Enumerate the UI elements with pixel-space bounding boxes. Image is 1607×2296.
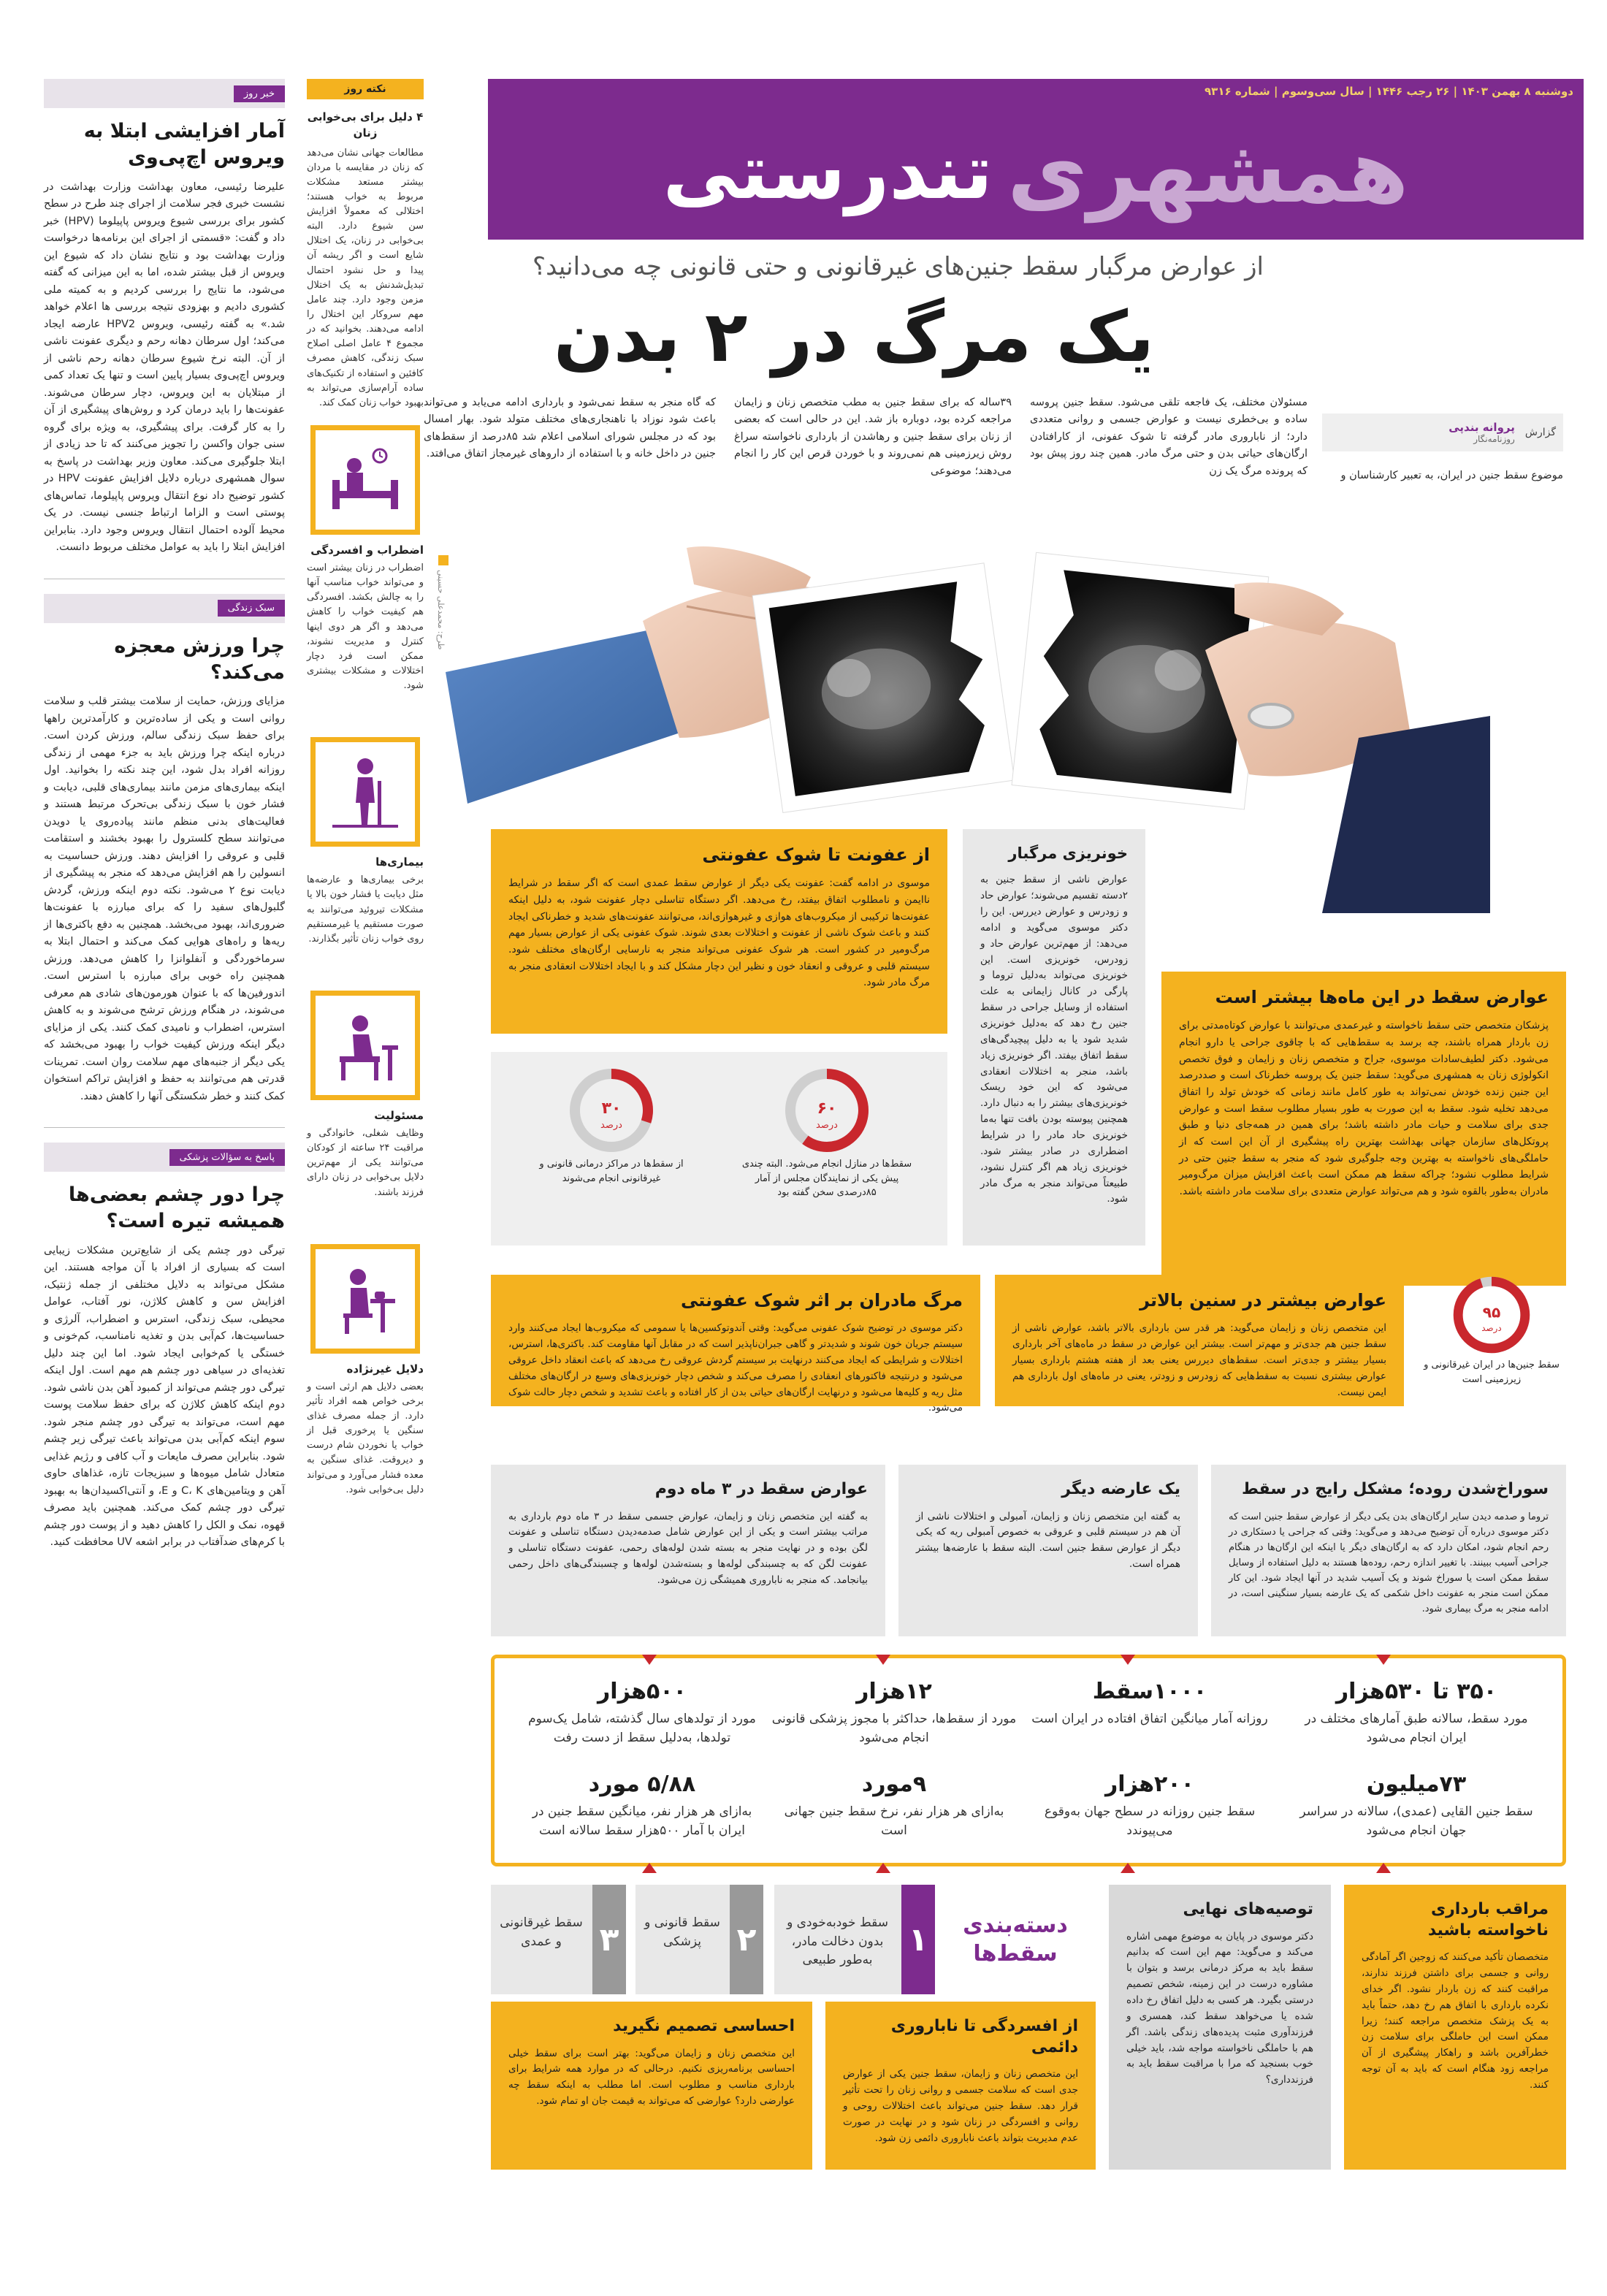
- category-number: ۲: [730, 1885, 763, 1994]
- box-depression: [825, 2002, 1096, 2170]
- box-text: دکتر موسوی در توضیح شوک عفونی می‌گوید: وقتی آندوتوکسین‌ها یا سمومی که میکروب‌ها ایجاد می‌کنند وارد سیستم جریان خون شوند و شدیدتر و گاهی جبران‌ناپذیر است که در مقابل آنها مقاومت کند. باکتری‌ها، استرس، اختلالات و شرایطی که ایجاد می‌کنند درنهایت بر سیستم گردش عروقی رخ می‌دهد که باعث انعقاد داخل عروقی می‌شود و درنتیجه فاکتورهای انعقادی را مصرف می‌کند و شخص دچار خونریزی‌های وسیع در ارگان‌های مختلف مثل ریه و کلیه‌ها می‌شود و درنهایت ارگان‌های حیاتی بدن از کار افتاده و باعث تشدید و شخص دچار حالت شوک می‌شود.: [508, 1322, 963, 1414]
- pie-95: [1417, 1275, 1566, 1406]
- headline-kicker: از عوارض مرگبار سقط جنین‌های غیرقانونی و حتی قانونی چه می‌دانید؟: [533, 252, 1264, 281]
- categories-title: دسته‌بندی سقط‌ها: [963, 1912, 1068, 1967]
- pie-60: [736, 1067, 918, 1200]
- qa-tag-row: [44, 1143, 285, 1172]
- pie-caption: سقط جنین‌ها در ایران غیرقانونی و زیرزمینی است: [1424, 1359, 1560, 1385]
- box-text: موسوی در ادامه گفت: عفونت یکی دیگر از عوارض سقط عمدی است که اگر سقط در شرایط ناایمن و نامطلوب اتفاق بیفتد، رخ می‌دهد. اگر دستگاه تناسلی دچار عفونت شود، به دلیل اینکه عفونت‌ها ترکیبی از میکروب‌های هوازی و غیرهوازی‌اند، می‌توانند عفونت‌های شدید و خطرناکی ایجاد کنند و باعث شوک ناشی از عفونت و اختلالات بعدی شوند. شوک عفونی یکی از عوارض بسیار مهم مرگ‌ومیر در کشور است. هر شوک عفونی می‌تواند منجر به نارسایی ارگان‌های مختلف شود. سیستم قلبی و عروقی و انعقاد خون و نظیر این دچار مشکل کند و با ایجاد اختلالات انعقادی منجر به مرگ مادر شود.: [508, 877, 930, 989]
- page-title: یک مرگ در ۲ بدن: [553, 296, 1154, 378]
- news-body: علیرضا رئیسی، معاون بهداشت وزارت بهداشت در نشست خبری فجر سلامت از اجرای چند طرح در سطح کشور برای بررسی شیوع ویروس پاپیلوما (HPV) خبر داد و گفت: «قسمتی از اجرای این برنامه‌ها درخواست وزارت بهداشت بود و نتایج نشان داد که شیوع این ویروس از قبل بیشتر شده، اما به این میزانی که گفته می‌شود، ما نتایج را بررسی کردیم و به کمیته ملی کشوری دادیم و بهزودی نتیجه بررسی ها اعلام خواهد شد.» به گفته رئیسی، ویروس HPV2 عارضه ایجاد می‌کند؛ اول سرطان دهانه رحم و دیگری عفونت ناشی از آن. البته نرخ شیوع سرطان دهانه رحم ناشی از ویروس اچ‌پی‌وی بسیار پایین است و تنها یک تعداد کمی از مبتلایان به این ویروس، دچار سرطان می‌شوند. عفونت‌ها را باید درمان کرد و روش‌های پیشگیری از آن را به کار گرفت. برای پیشگیری، به ویژه برای گروه سنی جوان واکسن را تجویز می‌کنند که تا حد زیادی از ابتلا جلوگیری می‌کند. معاون وزیر بهداشت در پاسخ به سوال همشهری درباره دلایل افزایش عفونت HPV در کشور توضیح داد نوع انتقال ویروس پاپیلوما، تماس‌های پوستی است و الزاما ارتباط جنسی نیست. در یک محیط آلوده احتمال انتقال ویروس وجود دارد. بنابراین افزایش ابتلا را باید به عوامل مختلف مربوط دانست.: [44, 180, 285, 554]
- stat-marker: [1121, 1655, 1135, 1665]
- stat-number: ۱۲هزار: [856, 1679, 932, 1704]
- box-title: مراقب بارداری ناخواسته باشید: [1427, 1900, 1549, 1940]
- pie-value: ۳۰: [601, 1099, 622, 1118]
- idea-column: [307, 79, 424, 1498]
- box-text: این متخصص زنان و زایمان، سقط جنین یکی از عوارض جدی است که سلامت جسمی و روانی زنان را تحت تأثیر قرار دهد. سقط جنین می‌تواند باعث اختلالات روحی و روانی و افسردگی در زنان شود و در نهایت در صورت عدم مدیریت بتواند باعث ناباروری دائمی زن شود.: [843, 2068, 1078, 2144]
- news-tag: خبر روز: [234, 85, 285, 102]
- idea-item-label: بیماری‌ها: [375, 855, 424, 869]
- stat-marker: [1376, 1655, 1391, 1665]
- pie-95-chart: [1451, 1275, 1532, 1355]
- byline: [1322, 413, 1563, 451]
- stat-item: [770, 1679, 1018, 1747]
- box-text: عوارض ناشی از سقط جنین به ۲دسته تقسیم می‌شوند؛ عوارض حاد و زودرس و عوارض دیررس. این را دکتر موسوی می‌گوید و ادامه می‌دهد: از مهم‌ترین عوارض حاد و زودرس، خونریزی است. این خونریزی می‌تواند به‌دلیل تروما و پارگی در کانال زایمانی به علت استفاده از وسایل جراحی در سقط جنین رخ دهد که به‌دلیل خونریزی شدید شود یا به دلیل پیچیدگی‌های سقط اتفاق بیفتد. اگر خونریزی زیاد باشد، منجر به اختلالات انعقادی می‌شود که این خود ریسک خونریزی‌های بیشتر را به دنبال دارد. همچنین پیوسته بودن بافت تنها به‌ما خونریزی حاد مادر را در شرایط اضطراری در صادر بیشتر شود. خونریزی زیاد هم اگر کنترل نشود، طبیعتاً می‌تواند منجر به مرگ مادر شود.: [980, 874, 1128, 1205]
- box-text: متخصصان تأکید می‌کنند که زوجین اگر آمادگی روانی و جسمی برای داشتن فرزند ندارند، مراقبت کنند که زن باردار نشود. اگر خدای نکرده بارداری با اتفاق هم رخ دهد، حتماً باید به یک پزشک متخصص مراجعه کنند؛ زیرا ممکن است این حاملگی برای سلامت زن خطرآفرین باشد و راهکار پیشگیری از آن مراجعه زود هنگام است که باید به آن توجه کنند.: [1362, 1951, 1549, 2091]
- stat-desc: سقط جنین روزانه در سطح جهان به‌وقوع می‌پیوندد: [1044, 1804, 1256, 1838]
- category-label: سقط خودبه‌خودی و بدون دخالت مادر، به‌طور طبیعی: [787, 1915, 888, 1967]
- stat-item: [518, 1771, 766, 1840]
- stat-number: ۱۰۰۰سقط: [1092, 1679, 1207, 1704]
- photo-credit: طرح: محمدعلی حسینی: [436, 570, 446, 650]
- box-regret: [491, 2002, 812, 2170]
- pie-caption: سقط‌ها در منازل انجام می‌شود. البته چندی پیش یکی از نمایندگان مجلس از آمار ۸۵درصدی سخن گفته بود: [741, 1159, 912, 1198]
- sonogram-left: [752, 563, 1015, 813]
- stat-item: [1292, 1771, 1541, 1840]
- pie-60-chart: [783, 1067, 871, 1154]
- box-title: عوارض سقط در این ماه‌ها بیشتر است: [1215, 987, 1549, 1007]
- stat-marker: [876, 1863, 890, 1873]
- lifestyle-tag-row: [44, 594, 285, 623]
- category-number: ۱: [901, 1885, 935, 1994]
- box-bleeding: [963, 829, 1145, 1246]
- stat-item: [1026, 1679, 1274, 1729]
- stat-desc: مورد از سقط‌ها، حداکثر با مجوز پزشکی قانونی انجام می‌شود: [771, 1712, 1017, 1745]
- left-column: [44, 79, 285, 1552]
- box-title: سوراخ‌شدن روده؛ مشکل رایج در سقط: [1241, 1480, 1549, 1498]
- lead-tail: موضوع سقط جنین در ایران، به تعبیر کارشناسان و: [1340, 470, 1563, 481]
- box-shock: [491, 829, 947, 1034]
- pie-unit: درصد: [816, 1120, 838, 1131]
- logo-brand: همشهری: [1007, 121, 1409, 223]
- stat-marker: [642, 1655, 657, 1665]
- box-text: به گفته این متخصص زنان و زایمان، عوارض جسمی سقط در ۳ ماه دوم بارداری به مراتب بیشتر است و یکی از این عوارض شامل صدمه‌دیدن دستگاه تناسلی و عفونت لگن بوده و در نهایت منجر به بسته شدن لوله‌های رحمی، عفونت دستگاه تناسلی و عفونت لگن که به چسبندگی لوله‌ها و بسته‌شدن لوله‌ها و چسبندگی‌های داخل رحمی بیانجامد. که منجر به ناباروری همیشگی زن می‌شود.: [508, 1510, 868, 1587]
- category-item: [774, 1885, 935, 1994]
- stat-marker: [642, 1863, 657, 1873]
- byline-author: پروانه بندپی: [1448, 421, 1515, 434]
- lifestyle-title: چرا ورزش معجزه می‌کند؟: [114, 634, 285, 684]
- idea-item-label: دلایل غیرنژاده: [346, 1362, 424, 1376]
- lead-col-2: ۳۹ساله که برای سقط جنین به مطب متخصص زنان و زایمان مراجعه کرده بود، دوباره باز شد. این در حالی است که بعضی از زنان برای سقط جنین و رهاشدن از بارداری ناخواسته سراغ روش زیرزمینی هم نمی‌روند و با خوردن قرص این کار را انجام می‌دهند؛ موضوعی: [734, 397, 1012, 477]
- idea-item-text: برخی بیماری‌ها و عارضه‌ها مثل دیابت یا فشار خون بالا یا مشکلات تیروئید می‌توانند به صورت مستقیم یا غیرمستقیم روی خواب زنان تأثیر بگذارند.: [307, 874, 424, 945]
- pie-30-chart: [568, 1067, 655, 1154]
- box-text: این متخصص زنان و زایمان می‌گوید: بهتر است برای سقط خیلی احساسی برنامه‌ریزی نکنیم. درحالی که در موارد همه شرایط برای بارداری مناسب و مطلوب است. اما مطلب به اینکه سقط چه عوارضی دارد؟ عوارضی که می‌تواند به قیمت جان او تمام شود.: [508, 2047, 795, 2108]
- lifestyle-body: مزایای ورزش، حمایت از سلامت بیشتر قلب و سلامت روانی است و یکی از ساده‌ترین و کارآمدترین راهها برای حفظ سبک زندگی سالم، ورزش کردن است. درباره اینکه چرا ورزش باید به جزء مهمی از زندگی روزانه افراد بدل شود، این چند نکته را بخوانید. اول اینکه بیماری‌های مزمن مانند بیماری‌های قلبی، دیابت و فشار خون با سبک زندگی بی‌تحرک مرتبط هستند و فعالیت‌های بدنی منظم مانند پیاده‌روی یا دویدن می‌توانند سطح کلسترول را بهبود بخشند و استقامت قلبی و عروقی را افزایش دهند. ورزش حساسیت به انسولین را هم افزایش می‌دهد که منجر به پیشگیری از دیابت نوع ۲ می‌شود. نکته دوم اینکه ورزش، گردش گلبول‌های سفید را که برای مبارزه با عفونت‌ها ضروری‌اند، بهبود می‌بخشد. همچنین به دفع باکتری‌ها از ریه‌ها و راه‌های هوایی کمک می‌کند و احتمال ابتلا به سرماخوردگی و آنفلوانزا را کاهش می‌دهد. ورزش همچنین راه خوبی برای مبارزه با استرس است. اندورفین‌ها که با عنوان هورمون‌های شادی هم معرفی می‌شوند، در هنگام ورزش ترشح می‌شوند و به کاهش استرس، اضطراب و نامیدی کمک کنند. یکی از مزایای دیگر اینکه ورزش کیفیت خواب را بهبود می‌بخشد که یکی دیگر از جنبه‌های مهم سلامت روان است. تمرینات قدرتی هم می‌توانند به حفظ و افزایش تراکم استخوان کمک کنند و خطر شکستگی آنها را کاهش دهند.: [44, 695, 285, 1102]
- news-title: آمار افزایشی ابتلا به ویروس اچ‌پی‌وی: [83, 120, 285, 169]
- illness-icon: [310, 737, 420, 847]
- box-organs: [491, 1275, 980, 1414]
- stat-desc: مورد سقط، سالانه طبق آمارهای مختلف در ایران انجام می‌شود: [1305, 1712, 1528, 1745]
- stat-item: [770, 1771, 1018, 1840]
- box-title: از افسردگی تا ناباروری دائمی: [890, 2017, 1078, 2056]
- box-title: یک عارضه دیگر: [1061, 1480, 1180, 1498]
- eating-icon: [310, 1244, 420, 1354]
- idea-title: ۴ دلیل برای بی‌خوابی زنان: [307, 110, 424, 140]
- box-older: [995, 1275, 1404, 1406]
- category-number: ۳: [592, 1885, 626, 1994]
- stat-number: ۷۳میلیون: [1366, 1771, 1467, 1797]
- stat-desc: مورد از تولدهای سال گذشته، شامل یک‌سوم تولدها، به‌دلیل سقط از دست رفت: [528, 1712, 756, 1745]
- lead-col-1: مسئولان مختلف، یک فاجعه تلقی می‌شود. سقط جنین پروسه ساده و بی‌خطری نیست و عوارض جسمی و روانی متعددی دارد؛ از ناباروری مادر گرفته تا شوک عفونی، از کارافتادن ارگان‌های حیاتی بدن و حتی مرگ مادر. همین چند روز پیش بود که پرونده مرگ یک زن: [1030, 397, 1308, 477]
- box-text: پزشکان متخصص حتی سقط ناخواسته و غیرعمدی می‌توانند با عوارض کوتاه‌مدتی برای زن باردار همراه باشند، چه برسد به سقط‌هایی که با چاقوی جراحی یا دارو انجام می‌شود. دکتر لطیف‌سادات موسوی، جراح و متخصص زنان و زایمان و فوق تخصص انکولوژی زنان به همشهری می‌گوید: سقط جنین یک پروسه خطرناک است و صددرصد این جنین زنده خودش نمی‌تواند به طور کامل مانند زمانی که خودش تولد را اتفاق می‌دهد تخلیه شود. سقط به این صورت به طور بسیار مطلوب سقط است و عوارض جدی برای سلامت و حیات مادر داشته باشد؛ برای همین در همه‌جای دنیا و طبق پروتکل‌های سازمان جهانی بهداشت بهترین راه پیشگیری از آن این است که از حاملگی‌های ناخواسته به بهترین وجه جلوگیری شود که منجر به سقط جنین حتی در شرایط مطلوب نشود؛ چراکه سقط هم ممکن است باعث افزایش میزان مرگ‌ومیر مادران به‌طور بالقوه شود و هم می‌تواند عوارض متعددی برای سلامت مادر داشته باشد.: [1179, 1020, 1549, 1197]
- stats-band: [491, 1655, 1566, 1866]
- box-recommend: [1109, 1885, 1331, 2170]
- stat-desc: سقط جنین القایی (عمدی)، سالانه در سراسر جهان انجام می‌شود: [1299, 1804, 1533, 1838]
- idea-item-text: اضطراب در زنان بیشتر است و می‌تواند خواب مناسب آنها را به چالش بکشد. افسردگی هم کیفیت خواب را کاهش می‌دهد و اگر هر دوی اینها کنترل و مدیریت نشوند، ممکن است فرد دچار اختلالات و مشکلات بیشتری شود.: [307, 562, 424, 692]
- category-label: سقط غیرقانونی و عمدی: [500, 1915, 583, 1949]
- box-title: خونریزی مرگبار: [1008, 844, 1128, 862]
- pie-value: ۶۰: [817, 1099, 837, 1118]
- box-other: [898, 1465, 1198, 1636]
- idea-item-text: وظایف شغلی، خانوادگی و مراقبت ۲۴ ساعته از کودکان می‌توانند یکی از مهم‌ترین دلایل بی‌خوابی در زنان دارای فرزند باشند.: [307, 1128, 424, 1198]
- stat-number: ۵/۸۸ مورد: [588, 1771, 696, 1797]
- stat-desc: به‌ازای هر هزار نفر، میانگین سقط جنین در ایران با آمار ۵۰۰هزار سقط سالانه است: [532, 1804, 752, 1838]
- box-title: مرگ مادران بر اثر شوک عفونتی: [681, 1290, 963, 1311]
- qa-tag: پاسخ به سؤالات پزشکی: [169, 1149, 285, 1166]
- pie-unit: درصد: [600, 1120, 622, 1131]
- box-title: توصیه‌های نهایی: [1183, 1900, 1313, 1918]
- category-item: [491, 1885, 626, 1994]
- box-text: به گفته این متخصص زنان و زایمان، آمبولی و اختلالات ناشی از آن هم در سیستم قلبی و عروقی به خصوص آمبولی ریه که یکی دیگر از عوارض سقط جنین است. البته سقط با عارضه‌ها بیشتر همراه است.: [916, 1510, 1180, 1571]
- dateline: دوشنبه ۸ بهمن ۱۴۰۳ | ۲۶ رجب ۱۴۴۶ | سال سی‌وسوم | شماره ۹۳۱۶: [1205, 85, 1573, 98]
- box-unwanted: [1344, 1885, 1566, 2170]
- idea-item-label: اضطراب و افسردگی: [310, 544, 424, 557]
- qa-title: چرا دور چشم بعضی‌ها همیشه تیره است؟: [68, 1183, 285, 1233]
- box-text: دکتر موسوی در پایان به موضوع مهمی اشاره می‌کند و می‌گوید: مهم این است که بدانیم سقط باید به مرکز درمانی برسد و بتوان با مشاوره درست در این زمینه، شخص تصمیم درستی بگیرد. هر کسی به دلیل اتفاق رخ داده شده یا می‌خواهد سقط کند، همسری و فرزندآوری مثبت پدیده‌های زندگی باشد. اگر هم با حاملگی ناخواسته مواجه شد، باید خیلی خوب بسنجید که مرا با مراقبت سقط باید به فرزندداری؟: [1126, 1930, 1313, 2086]
- box-complications: [1161, 972, 1566, 1286]
- stat-item: [518, 1679, 766, 1747]
- stat-item: [1026, 1771, 1274, 1840]
- news-tag-row: [44, 79, 285, 108]
- box-text: این متخصص زنان و زایمان می‌گوید: هر قدر سن بارداری بالاتر باشد، عوارض ناشی از سقط جنین هم جدی‌تر و مهم‌تر است. بیشتر این عوارض در سقط در ماه‌های آخر بارداری بسیار بیشتر و جدی‌تر است. سقط‌های دیررس یعنی بعد از هفته هشتم بارداری بسیار عوارض بیشتری نسبت به سقط‌هایی که زودرس و زودتر، یعنی در ماه‌های اول بارداری هم ایمن نیست.: [1012, 1322, 1386, 1398]
- box-threemonths: [491, 1465, 885, 1636]
- stat-marker: [876, 1655, 890, 1665]
- idea-item-text: بعضی دلایل هم ارثی است و برخی خواص همه افراد تأثیر دارد. از جمله مصرف غذای سنگین یا پرخوری قبل از خواب یا نخوردن شام درست و دیروقت. غذای سنگین به معده فشار می‌آورد و می‌تواند دلیل بی‌خوابی شود.: [307, 1381, 424, 1495]
- idea-intro: مطالعات جهانی نشان می‌دهد که زنان در مقایسه با مردان بیشتر مستعد مشکلات مربوط به خواب هستند؛ اختلالی که معمولاً افزایش سن شیوع دارد. البته بی‌خوابی در زنان، یک اختلال شایع است و اگر ریشه آن پیدا و حل نشود احتمال تبدیل‌شدنش به یک اختلال مزمن وجود دارد. چند عامل مهم سروکار این اختلال را ادامه می‌دهند. بخوانید که در مجموع ۴ عامل اصلی اصلاح سبک زندگی، کاهش مصرف کافئین و استفاده از تکنیک‌های ساده آرام‌سازی می‌تواند به بهبود خواب زنان کمک کند.: [307, 147, 424, 408]
- box-text: تروما و صدمه دیدن سایر ارگان‌های بدن یکی دیگر از عوارض سقط جنین است که دکتر موسوی درباره آن توضیح می‌دهد و می‌گوید: وقتی که جراحی یا دستکاری در رحم انجام شود، امکان دارد که به ارگان‌های دیگر یا اینکه این ارگان‌ها در هنگام جراحی آسیب ببینند. با تغییر اندازه رحم، روده‌ها هستند به دلیل استفاده از وسایل سقط ممکن است یا سوراخ شوند و یک آسیب شدید در آنها ایجاد شود. این کار ممکن است منجر به عفونت داخل شکمی که یک عارضه بسیار سنگینی است، در ادامه منجر به مرگ بیماری شود.: [1229, 1511, 1549, 1614]
- divider: [44, 1127, 285, 1128]
- stat-marker: [1376, 1863, 1391, 1873]
- box-perforation: [1211, 1465, 1566, 1636]
- right-hand: [1205, 582, 1490, 913]
- anxiety-icon: [310, 425, 420, 535]
- pie-value: ۹۵: [1482, 1303, 1501, 1321]
- box-title: عوارض سقط در ۳ ماه دوم: [654, 1480, 868, 1498]
- stat-number: ۲۰۰هزار: [1105, 1771, 1194, 1797]
- responsibility-icon: [310, 991, 420, 1100]
- stat-number: ۵۰۰هزار: [598, 1679, 687, 1704]
- category-label: سقط قانونی و پزشکی: [644, 1915, 720, 1949]
- stat-number: ۳۵۰ تا ۵۳۰هزار: [1335, 1679, 1497, 1704]
- stat-number: ۹مورد: [861, 1771, 927, 1797]
- idea-item-label: مسئولیت: [374, 1109, 424, 1122]
- box-title: از عفونت تا شوک عفونتی: [702, 844, 930, 865]
- box-title: عوارض بیشتر در سنین بالاتر: [1140, 1290, 1386, 1311]
- pie-row: [491, 1052, 947, 1246]
- photo-marker: [438, 555, 448, 565]
- pie-unit: درصد: [1481, 1323, 1502, 1333]
- stat-marker: [1121, 1863, 1135, 1873]
- category-item: [635, 1885, 763, 1994]
- box-title: احساسی تصمیم نگیرید: [613, 2017, 795, 2035]
- stat-item: [1292, 1679, 1541, 1747]
- logo-main: تندرستی: [663, 127, 993, 216]
- stat-desc: روزانه آمار میانگین اتفاق افتاده در ایران است: [1031, 1712, 1268, 1726]
- byline-type: گزارش: [1524, 427, 1556, 438]
- lead-col-3: که گاه منجر به سقط نمی‌شود و بارداری ادامه می‌یابد و می‌تواند باعث شود نوزاد با ناهنجاری‌های مختلف متولد شود. بهار امسال بود که در مجلس شورای اسلامی اعلام شد ۸۵درصد از سقط‌های جنین در داخل خانه و با استفاده از داروهای غیرمجاز اتفاق می‌افتد.: [424, 397, 717, 460]
- masthead: [488, 79, 1584, 240]
- qa-body: تیرگی دور چشم یکی از شایع‌ترین مشکلات زیبایی است که بسیاری از افراد با آن مواجه هستند. این مشکل می‌تواند به دلایل مختلفی از جمله ژنتیک، افزایش سن و کاهش کلاژن، نور آفتاب، عوامل محیطی، سبک زندگی، استرس و اضطراب، آلرژی و حساسیت‌ها، کم‌آبی بدن و تغذیه نامناسب، کم‌خونی و خستگی یا کم‌خوابی ایجاد شود. اما این چند دلیل تغذیه‌ای در سیاهی دور چشم هم مهم است. اول اینکه تیرگی دور چشم می‌تواند از کمبود آهن بدن ناشی شود. دوم اینکه کاهش کلاژن که برای حفظ سلامت پوست مهم است، می‌تواند به تیرگی دور چشم منجر شود. سوم اینکه کم‌آبی بدن می‌تواند باعث تیرگی زیر چشم شود. بنابراین مصرف مایعات و آب کافی و رژیم غذایی متعادل شامل میوه‌ها و سبزیجات تازه، غذاهای حاوی آهن و ویتامین‌های C، K و E، و آنتی‌اکسیدان‌ها به بهبود تیرگی دور چشم کمک می‌کند. همچنین باید مصرف قهوه، نمک و الکل را کاهش دهید و از پوست دور چشم با کرم‌های ضدآفتاب در برابر اشعه UV محافظت کنید.: [44, 1244, 285, 1549]
- idea-tag: نکته روز: [307, 79, 424, 99]
- pie-30: [520, 1067, 703, 1186]
- stat-desc: به‌ازای هر هزار نفر، نرخ سقط جنین جهانی است: [784, 1804, 1004, 1838]
- categories-title-box: [942, 1885, 1088, 1994]
- pie-caption: از سقط‌ها در مراکز درمانی قانونی و غیرقانونی انجام می‌شوند: [539, 1159, 684, 1184]
- byline-role: روزنامه‌نگار: [1473, 434, 1515, 444]
- lifestyle-tag: سبک زندگی: [218, 600, 285, 617]
- logo: [510, 110, 1562, 234]
